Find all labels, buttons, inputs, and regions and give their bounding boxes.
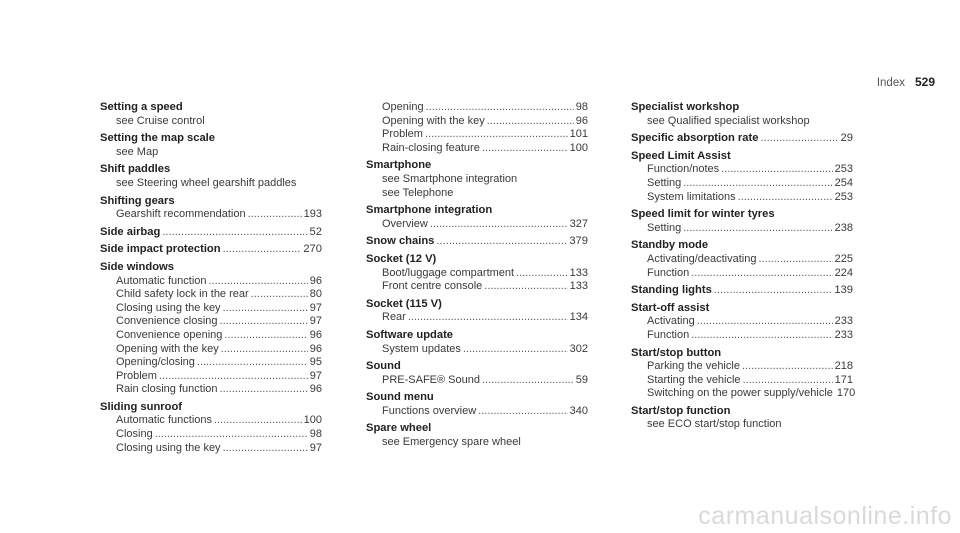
dot-leader: [742, 360, 833, 374]
index-entry: [100, 132, 322, 159]
page-reference: 171: [834, 373, 853, 386]
page-reference: 253: [834, 190, 853, 203]
index-subentry: [100, 442, 322, 456]
index-heading: [366, 253, 588, 267]
page-reference: 224: [834, 266, 853, 279]
page-reference: 97: [309, 301, 322, 314]
index-heading-text: Side impact protection: [100, 243, 221, 256]
page-reference: 52: [309, 225, 322, 238]
dot-leader: [155, 428, 308, 442]
index-heading-text: Sound menu: [366, 391, 434, 404]
index-subentry-text: Functions overview: [382, 404, 477, 417]
index-heading-text: Setting the map scale: [100, 132, 216, 145]
page-reference: 59: [575, 373, 588, 386]
index-subentry-text: Parking the vehicle: [647, 360, 740, 373]
index-subentry: [100, 343, 322, 357]
index-entry: [366, 391, 588, 418]
index-subentry-text: Setting: [647, 221, 682, 234]
index-heading: [366, 422, 588, 436]
page-reference: 95: [309, 356, 322, 369]
index-heading: [100, 261, 322, 275]
index-heading: [631, 101, 853, 115]
page-reference: 97: [309, 315, 322, 328]
index-heading: [631, 208, 853, 222]
index-subentry-text: Opening with the key: [382, 114, 485, 127]
index-entry: [631, 239, 853, 280]
index-heading: [366, 360, 588, 374]
index-subentry: [631, 115, 853, 129]
index-heading-text: Sliding sunroof: [100, 400, 183, 413]
index-column-2: [366, 101, 588, 454]
index-entry: [366, 360, 588, 387]
dot-leader: [683, 177, 832, 191]
page-reference: 254: [834, 176, 853, 189]
page-reference: 98: [575, 101, 588, 113]
index-subentry: [100, 428, 322, 442]
index-subentry: [100, 275, 322, 289]
index-subentry: [366, 101, 588, 115]
index-heading-text: Smartphone integration: [366, 204, 493, 217]
index-subentry-text: PRE-SAFE® Sound: [382, 373, 480, 386]
index-heading: [631, 347, 853, 361]
index-entry: [366, 298, 588, 325]
index-heading: [100, 195, 322, 209]
page-reference: 340: [569, 404, 588, 417]
page-reference: 302: [569, 342, 588, 355]
page-reference: 253: [834, 163, 853, 176]
index-entry: [631, 405, 853, 432]
index-entry: [631, 132, 853, 146]
dot-leader: [436, 235, 567, 249]
index-heading: [631, 239, 853, 253]
index-entry: [631, 284, 853, 298]
index-subentry: [366, 343, 588, 357]
index-subentry-text: see Emergency spare wheel: [382, 436, 521, 449]
index-heading: [631, 302, 853, 316]
index-subentry: [631, 418, 853, 432]
index-subentry-text: Closing using the key: [116, 301, 221, 314]
index-subentry: [100, 383, 322, 397]
index-heading: [100, 226, 322, 240]
index-subentry: [366, 374, 588, 388]
index-subentry-text: Overview: [382, 217, 428, 230]
index-heading-text: Standing lights: [631, 284, 712, 297]
dot-leader: [743, 374, 833, 388]
page-reference: 238: [834, 221, 853, 234]
index-subentry: [366, 115, 588, 129]
index-subentry-text: Opening/closing: [116, 356, 195, 369]
index-entry: [366, 235, 588, 249]
index-column-3: [631, 101, 856, 436]
dot-leader: [425, 128, 568, 142]
page-reference: 97: [309, 369, 322, 382]
index-entry: [100, 261, 322, 397]
index-heading-text: Speed Limit Assist: [631, 149, 731, 162]
index-heading: [100, 243, 322, 257]
index-entry: [100, 163, 322, 190]
dot-leader: [248, 208, 302, 222]
index-subentry-text: Switching on the power supply/vehicle: [647, 387, 833, 400]
index-heading-text: Socket (115 V): [366, 297, 442, 310]
page-reference: 29: [840, 132, 853, 145]
index-entry: [631, 101, 853, 128]
index-subentry-text: Opening with the key: [116, 342, 219, 355]
page-reference: 96: [309, 342, 322, 355]
index-subentry-text: see Steering wheel gearshift paddles: [116, 176, 297, 189]
dot-leader: [408, 311, 568, 325]
dot-leader: [691, 329, 832, 343]
page-reference: 233: [834, 328, 853, 341]
dot-leader: [426, 101, 574, 115]
index-heading-text: Specialist workshop: [631, 101, 740, 113]
index-subentry-text: Automatic function: [116, 274, 207, 287]
index-subentry: [366, 267, 588, 281]
index-subentry: [631, 360, 853, 374]
index-entry: [366, 101, 588, 155]
index-subentry-text: Activating: [647, 315, 695, 328]
index-subentry: [366, 405, 588, 419]
index-subentry-text: System updates: [382, 342, 461, 355]
index-subentry: [100, 115, 322, 129]
index-heading-text: Software update: [366, 328, 454, 341]
index-entry: [631, 302, 853, 343]
index-subentry-text: Opening: [382, 101, 424, 113]
index-heading: [631, 150, 853, 164]
page-reference: 96: [309, 328, 322, 341]
index-heading-text: Shifting gears: [100, 194, 175, 207]
page-reference: 101: [569, 128, 588, 141]
index-subentry-text: System limitations: [647, 190, 736, 203]
index-heading-text: Start/stop button: [631, 346, 722, 359]
dot-leader: [162, 226, 307, 240]
index-heading: [100, 401, 322, 415]
page-reference: 100: [303, 414, 322, 427]
dot-leader: [223, 302, 308, 316]
index-heading-text: Specific absorption rate: [631, 132, 759, 145]
dot-leader: [214, 414, 302, 428]
index-heading-text: Snow chains: [366, 235, 435, 248]
index-heading-text: Setting a speed: [100, 101, 183, 113]
index-subentry-text: see Telephone: [382, 186, 454, 199]
index-subentry: [366, 187, 588, 201]
index-subentry: [631, 163, 853, 177]
index-subentry: [100, 414, 322, 428]
index-subentry-text: see ECO start/stop function: [647, 418, 782, 431]
page-reference: 233: [834, 315, 853, 328]
index-subentry-text: see Smartphone integration: [382, 172, 518, 185]
page-reference: 133: [569, 280, 588, 293]
index-subentry-text: Activating/deactivating: [647, 252, 757, 265]
index-heading: [366, 298, 588, 312]
dot-leader: [714, 284, 833, 298]
index-subentry-text: Function/notes: [647, 163, 720, 176]
index-entry: [631, 208, 853, 235]
page-reference: 225: [834, 252, 853, 265]
dot-leader: [478, 405, 567, 419]
index-heading: [366, 391, 588, 405]
index-subentry: [631, 222, 853, 236]
index-subentry-text: Rain closing function: [116, 383, 218, 396]
dot-leader: [683, 222, 832, 236]
index-entry: [366, 204, 588, 231]
index-subentry-text: Function: [647, 328, 690, 341]
dot-leader: [760, 132, 838, 146]
dot-leader: [691, 267, 832, 281]
dot-leader: [482, 142, 568, 156]
index-subentry: [631, 374, 853, 388]
dot-leader: [220, 315, 308, 329]
index-subentry: [100, 208, 322, 222]
index-subentry-text: Boot/luggage compartment: [382, 266, 515, 279]
index-subentry: [100, 146, 322, 160]
index-heading: [631, 284, 853, 298]
index-entry: [366, 253, 588, 294]
dot-leader: [224, 329, 307, 343]
index-subentry-text: Automatic functions: [116, 414, 212, 427]
index-entry: [631, 346, 856, 401]
index-heading: [366, 159, 588, 173]
dot-leader: [697, 315, 833, 329]
index-heading-text: Socket (12 V): [366, 252, 437, 265]
index-subentry-text: Problem: [116, 369, 157, 382]
index-heading-text: Start-off assist: [631, 301, 710, 314]
index-subentry: [366, 280, 588, 294]
index-subentry: [366, 311, 588, 325]
index-entry: [631, 150, 853, 204]
index-heading: [366, 329, 588, 343]
index-entry: [366, 329, 588, 356]
dot-leader: [197, 356, 308, 370]
index-subentry-text: Starting the vehicle: [647, 373, 741, 386]
dot-leader: [209, 275, 308, 289]
index-subentry-text: Child safety lock in the rear: [116, 288, 249, 301]
index-heading-text: Speed limit for winter tyres: [631, 208, 775, 221]
index-entry: [100, 226, 322, 240]
index-subentry: [100, 177, 322, 191]
index-subentry-text: Closing: [116, 428, 153, 441]
index-heading: [100, 163, 322, 177]
index-subentry-text: Rain-closing feature: [382, 141, 480, 154]
index-subentry: [366, 436, 588, 450]
dot-leader: [758, 253, 832, 267]
page-reference: 139: [834, 284, 853, 297]
index-subentry-text: Gearshift recommendation: [116, 208, 246, 221]
page-reference: 97: [309, 441, 322, 454]
index-subentry-text: Convenience opening: [116, 328, 223, 341]
page-reference: 379: [569, 235, 588, 248]
index-subentry: [631, 267, 853, 281]
dot-leader: [484, 280, 567, 294]
index-subentry: [631, 329, 853, 343]
page-reference: 96: [575, 114, 588, 127]
index-subentry: [100, 315, 322, 329]
index-subentry: [631, 387, 856, 401]
index-heading: [631, 132, 853, 146]
index-entry: [100, 195, 322, 222]
index-subentry: [631, 177, 853, 191]
index-subentry: [100, 302, 322, 316]
index-heading-text: Start/stop function: [631, 404, 731, 417]
page-reference: 96: [309, 274, 322, 287]
index-subentry: [631, 253, 853, 267]
dot-leader: [223, 442, 308, 456]
index-subentry-text: Setting: [647, 176, 682, 189]
dot-leader: [516, 267, 568, 281]
dot-leader: [251, 288, 308, 302]
index-heading-text: Standby mode: [631, 239, 709, 252]
index-subentry-text: Function: [647, 266, 690, 279]
index-subentry-text: Problem: [382, 128, 423, 141]
page-reference: 96: [309, 383, 322, 396]
page-reference: 80: [309, 288, 322, 301]
index-entry: [100, 401, 322, 455]
page-reference: 98: [309, 428, 322, 441]
index-heading-text: Side airbag: [100, 225, 161, 238]
dot-leader: [463, 343, 568, 357]
section-label: Index: [876, 77, 905, 89]
page-reference: 134: [569, 311, 588, 324]
page-reference: 193: [303, 208, 322, 221]
index-subentry-text: see Cruise control: [116, 114, 205, 127]
index-entry: [366, 422, 588, 449]
page-reference: 170: [836, 387, 856, 400]
index-subentry: [100, 370, 322, 384]
index-entry: [100, 243, 322, 257]
index-subentry-text: see Map: [116, 145, 159, 158]
page-reference: 327: [569, 217, 588, 230]
index-heading-text: Side windows: [100, 260, 174, 273]
index-subentry-text: Front centre console: [382, 280, 483, 293]
index-heading: [366, 204, 588, 218]
page-header: [877, 75, 935, 89]
index-subentry: [631, 191, 853, 205]
index-subentry: [366, 142, 588, 156]
index-heading-text: Smartphone: [366, 159, 432, 172]
page-reference: 100: [569, 141, 588, 154]
index-subentry: [631, 315, 853, 329]
dot-leader: [721, 163, 832, 177]
index-subentry: [366, 128, 588, 142]
index-heading: [631, 405, 853, 419]
index-subentry: [366, 218, 588, 232]
dot-leader: [487, 115, 574, 129]
index-heading: [100, 132, 322, 146]
index-subentry-text: Closing using the key: [116, 441, 221, 454]
index-heading: [100, 101, 322, 115]
index-heading-text: Sound: [366, 360, 401, 373]
dot-leader: [482, 374, 574, 388]
dot-leader: [220, 383, 308, 397]
page-reference: 218: [834, 360, 853, 373]
index-subentry: [100, 329, 322, 343]
index-column-1: [100, 101, 322, 459]
index-subentry-text: Convenience closing: [116, 315, 218, 328]
dot-leader: [738, 191, 833, 205]
watermark: carmanualsonline.info: [698, 502, 952, 530]
index-entry: [100, 101, 322, 128]
dot-leader: [430, 218, 568, 232]
dot-leader: [159, 370, 308, 384]
index-subentry: [100, 288, 322, 302]
page-number: 529: [914, 75, 935, 89]
index-subentry-text: see Qualified specialist workshop: [647, 114, 810, 127]
page-reference: 270: [303, 243, 322, 256]
index-subentry: [366, 173, 588, 187]
index-entry: [366, 159, 588, 200]
index-heading: [366, 235, 588, 249]
dot-leader: [221, 343, 308, 357]
index-heading-text: Spare wheel: [366, 422, 432, 435]
index-heading-text: Shift paddles: [100, 163, 171, 176]
page-reference: 133: [569, 266, 588, 279]
index-subentry-text: Rear: [382, 311, 406, 324]
dot-leader: [223, 243, 302, 257]
index-subentry: [100, 356, 322, 370]
